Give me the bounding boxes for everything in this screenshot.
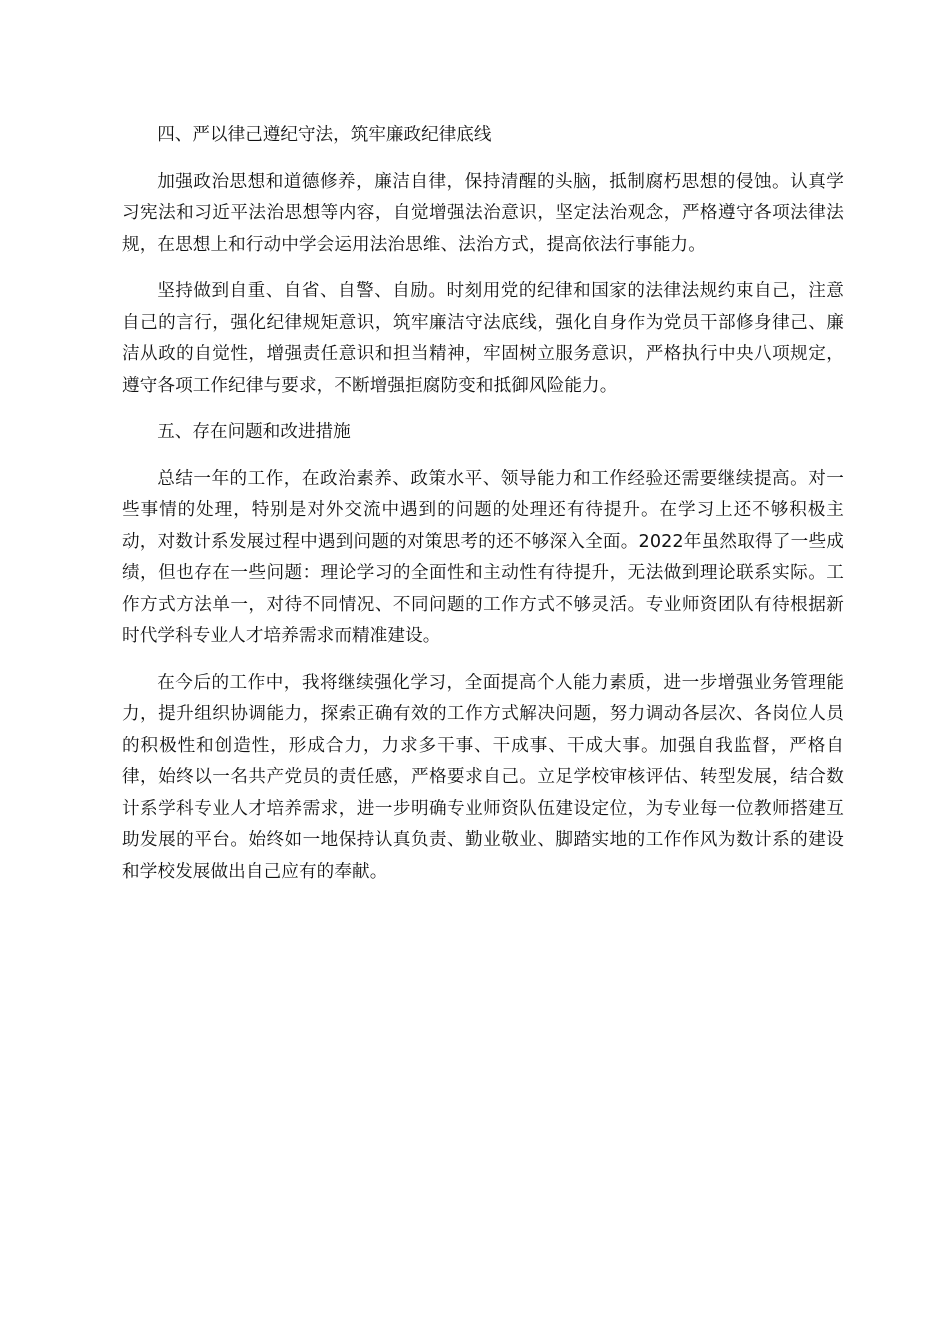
document-page xyxy=(122,120,844,903)
paragraph-future-work: 在今后的工作中，我将继续强化学习，全面提高个人能力素质，进一步增强业务管理能力，提升组织协调能力，探索正确有效的工作方式解决问题，努力调动各层次、各岗位人员的积极性和创造性，形成合力，力求多干事、干成事、干成大事。加强自我监督，严格自律，始终以一名共产党员的责任感，严格要求自己。立足学校审核评估、转型发展，结合数计系学科专业人才培养需求，进一步明确专业师资队伍建设定位，为专业每一位教师搭建互助发展的平台。始终如一地保持认真负责、勤业敬业、脚踏实地的工作作风为数计系的建设和学校发展做出自己应有的奉献。 xyxy=(122,672,844,882)
section-heading-discipline: 四、严以律己遵纪守法，筑牢廉政纪律底线 xyxy=(157,125,492,145)
paragraph-self-discipline: 坚持做到自重、自省、自警、自励。时刻用党的纪律和国家的法律法规约束自己，注意自己的言行，强化纪律规矩意识，筑牢廉洁守法底线，强化自身作为党员干部修身律己、廉洁从政的自觉性，增强责任意识和担当精神，牢固树立服务意识，严格执行中央八项规定，遵守各项工作纪律与要求，不断增强拒腐防变和抵御风险能力。 xyxy=(122,281,844,396)
paragraph-year-summary: 总结一年的工作，在政治素养、政策水平、领导能力和工作经验还需要继续提高。对一些事情的处理，特别是对外交流中遇到的问题的处理还有待提升。在学习上还不够积极主动，对数计系发展过程中遇到问题的对策思考的还不够深入全面。2022年虽然取得了一些成绩，但也存在一些问题：理论学习的全面性和主动性有待提升，无法做到理论联系实际。工作方式方法单一，对待不同情况、不同问题的工作方式不够灵活。专业师资团队有待根据新时代学科专业人才培养需求而精准建设。 xyxy=(122,468,844,646)
paragraph-political-cultivation: 加强政治思想和道德修养，廉洁自律，保持清醒的头脑，抵制腐朽思想的侵蚀。认真学习宪法和习近平法治思想等内容，自觉增强法治意识，坚定法治观念，严格遵守各项法律法规，在思想上和行动中学会运用法治思维、法治方式，提高依法行事能力。 xyxy=(122,171,844,255)
section-heading-problems: 五、存在问题和改进措施 xyxy=(157,422,351,442)
